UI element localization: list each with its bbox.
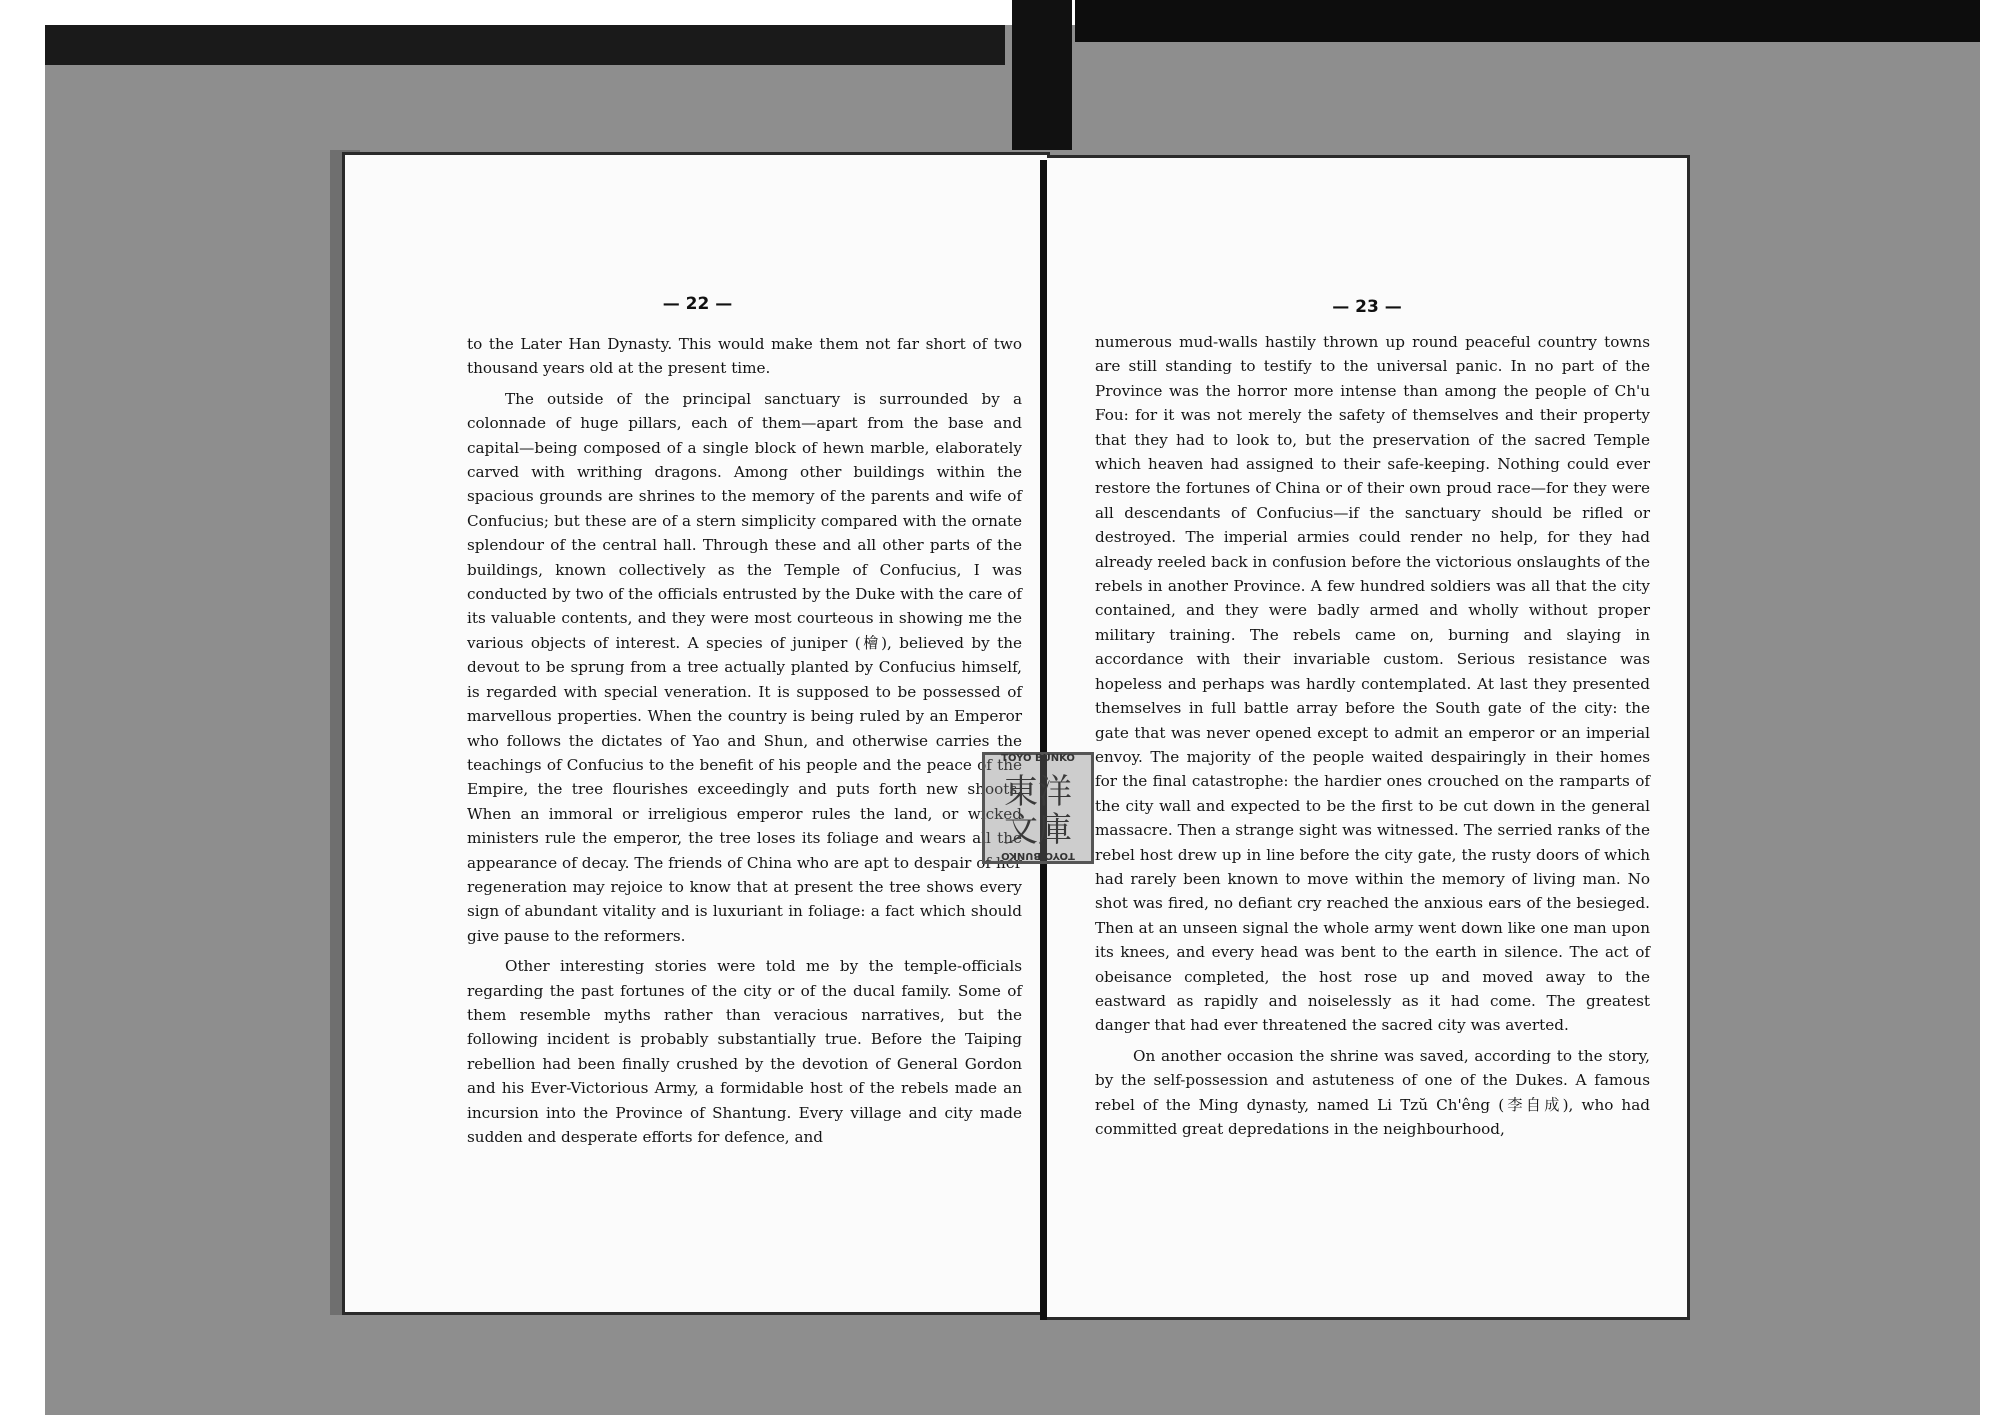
right-page-body	[1095, 330, 1650, 1147]
stamp-bottom-text: TOYO BUNKO	[1001, 850, 1075, 861]
stamp-top-text: TOYO BUNKO	[1001, 753, 1075, 764]
dark-border-top-left	[45, 25, 1005, 65]
spine-shadow	[1012, 0, 1072, 150]
paragraph: numerous mud-walls hastily thrown up round peaceful country towns are still standing to testify to the universal panic. In no part of the Province was the horror more intense than among the people of Ch'u Fou: for it was not merely the safety of themselves and their property that they had to look to, but the preservation of the sacred Temple which heaven had assigned to their safe-keeping. Nothing could ever restore the fortunes of China or of their own proud race—for they were all descendants of Confucius—if the sanctuary should be rifled or destroyed. The imperial armies could render no help, for they had already reeled back in confusion before the victorious onslaughts of the rebels in another Province. A few hundred soldiers was all that the city contained, and they were badly armed and wholly without proper military training. The rebels came on, burning and slaying in accordance with their invariable custom. Serious resistance was hopeless and perhaps was hardly contemplated. At last they presented themselves in full battle array before the South gate of the city: the gate that was never opened except to admit an emperor or an imperial envoy. The majority of the people waited despairingly in their homes for the final catastrophe: the hardier ones crouched on the ramparts of the city wall and expected to be the first to be cut down in the general massacre. Then a strange sight was witnessed. The serried ranks of the rebel host drew up in line before the city gate, the rusty doors of which had rarely been known to move within the memory of living man. No shot was fired, no defiant cry reached the anxious ears of the besieged. Then at an unseen signal the whole army went down like one man upon its knees, and every head was bent to the earth in silence. The act of obeisance completed, the host rose up and moved away to the eastward as rapidly and noiselessly as it had come. The greatest danger that had ever threatened the sacred city was averted.	[1095, 333, 1650, 1035]
dark-border-top-right	[1075, 0, 1980, 42]
paragraph: to the Later Han Dynasty. This would make them not far short of two thousand years old at the present time.	[467, 335, 1022, 378]
paragraph: Other interesting stories were told me by the temple-officials regarding the past fortunes of the city or of the ducal family. Some of them resemble myths rather than veracious narratives, but the following incident is probably substantially true. Before the Taiping rebellion had been finally crushed by the devotion of General Gordon and his Ever-Victorious Army, a formidable host of the rebels made an incursion into the Province of Shantung. Every village and city made sudden and desperate efforts for defence, and	[467, 957, 1022, 1146]
paragraph: On another occasion the shrine was saved, according to the story, by the self-possession and astuteness of one of the Dukes. A famous rebel of the Ming dynasty, named Li Tzŭ Ch'êng (李自成), who had committed great depredations in the neighbourhood,	[1095, 1046, 1650, 1138]
left-page	[342, 152, 1050, 1315]
left-page-body	[467, 332, 1022, 1155]
right-page	[1047, 155, 1690, 1320]
paragraph: The outside of the principal sanctuary is surrounded by a colonnade of huge pillars, each of them—apart from the base and capital—being composed of a single block of hewn marble, elaborately carved with writhing dragons. Among other buildings within the spacious grounds are shrines to the memory of the parents and wife of Confucius; but these are of a stern simplicity compared with the ornate splendour of the central hall. Through these and all other parts of the buildings, known collectively as the Temple of Confucius, I was conducted by two of the officials entrusted by the Duke with the care of its valuable contents, and they were most courteous in showing me the various objects of interest. A species of juniper (檜), believed by the devout to be sprung from a tree actually planted by Confucius himself, is regarded with special veneration. It is supposed to be possessed of marvellous properties. When the country is being ruled by an Emperor who follows the dictates of Yao and Shun, and otherwise carries the teachings of Confucius to the benefit of his people and the peace of the Empire, the tree flourishes exceedingly and puts forth new shoots. When an immoral or irreligious emperor rules the land, or wicked ministers rule the emperor, the tree loses its foliage and wears all the appearance of decay. The friends of China who are apt to despair of her regeneration may rejoice to know that at present the tree shows every sign of abundant vitality and is luxuriant in foliage: a fact which should give pause to the reformers.	[467, 389, 1022, 945]
stamp-glyphs: 東洋文庫	[1004, 772, 1072, 850]
library-stamp	[982, 752, 1094, 864]
page-number-22: — 22 —	[662, 294, 733, 314]
page-number-23: — 23 —	[1332, 297, 1402, 317]
